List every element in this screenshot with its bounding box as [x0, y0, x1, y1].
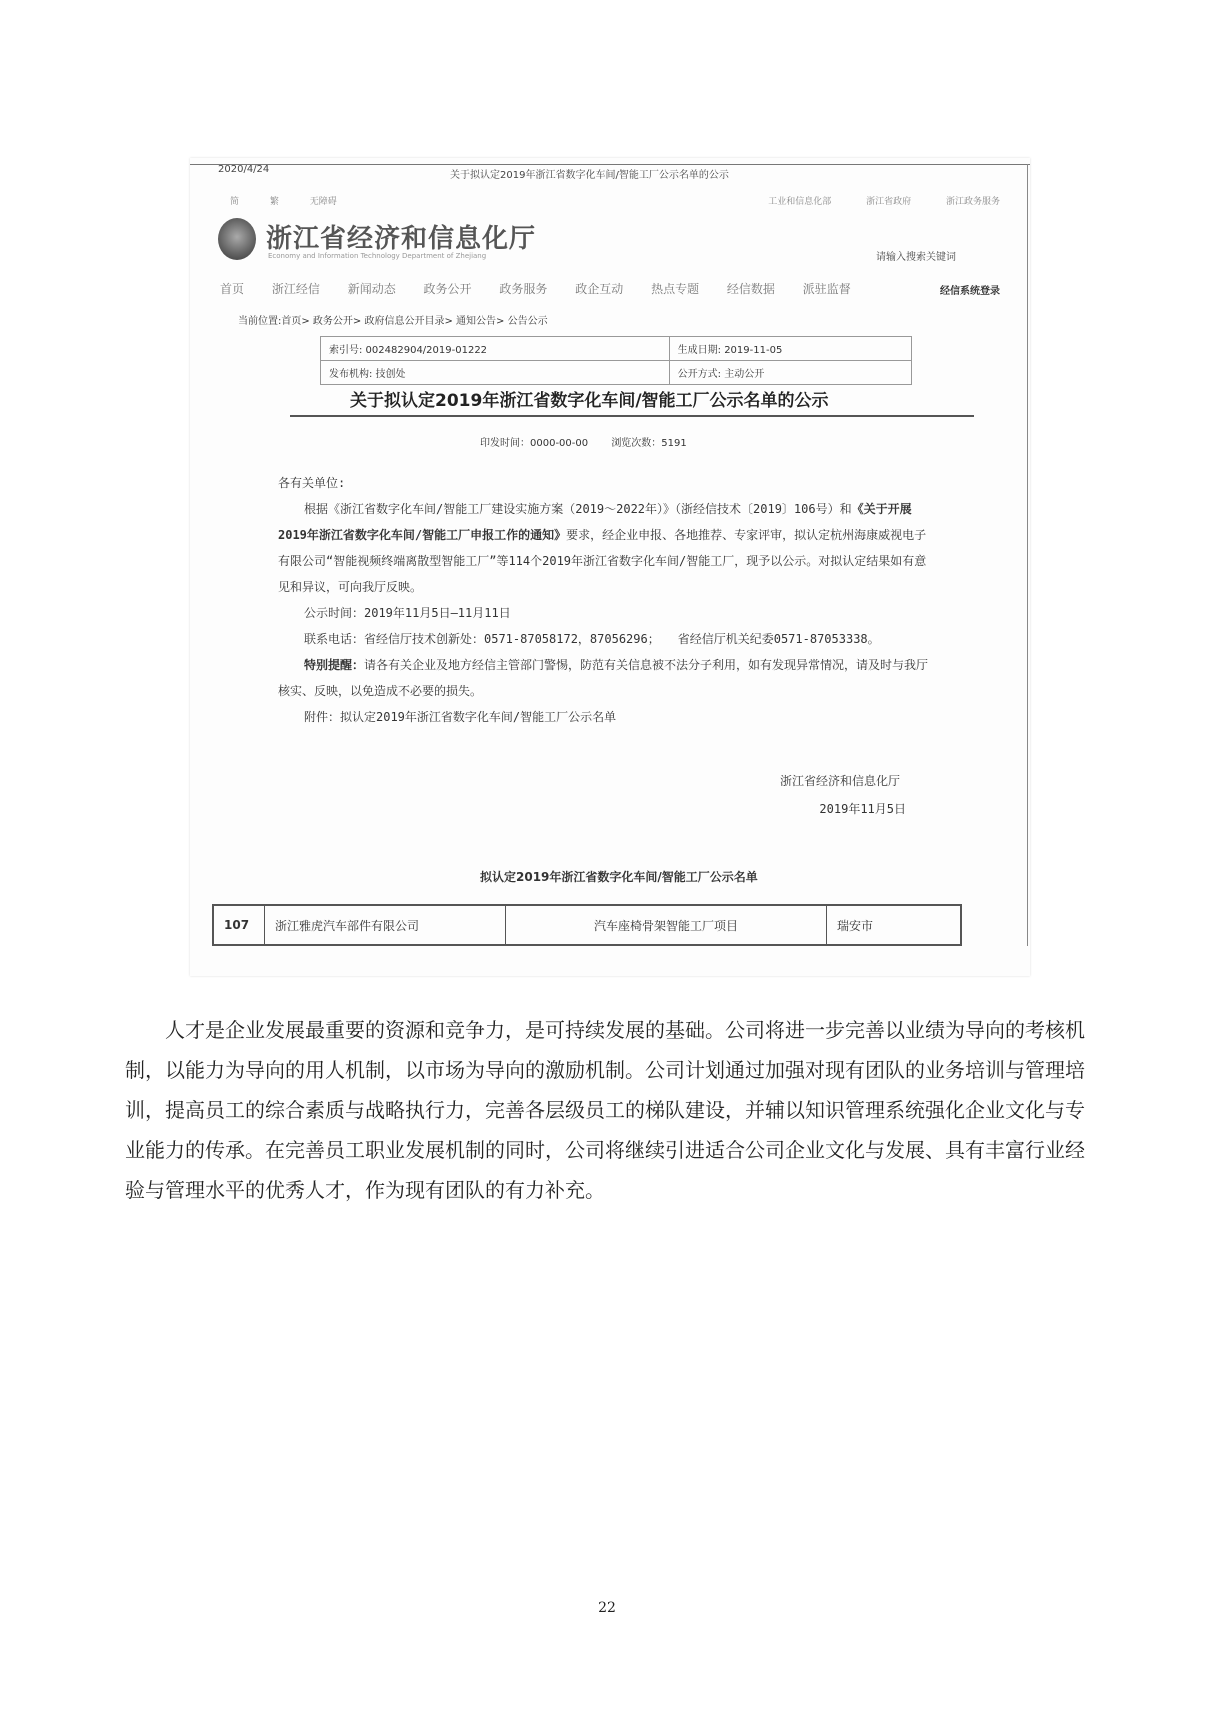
print-header-title: 关于拟认定2019年浙江省数字化车间/智能工厂公示名单的公示 [450, 170, 729, 181]
signature-organization: 浙江省经济和信息化厅 [779, 774, 900, 788]
traditional-link[interactable]: 繁 [269, 197, 279, 207]
nav-item-news[interactable]: 新闻动态 [347, 282, 396, 296]
national-emblem-icon [218, 218, 256, 260]
list-title: 拟认定2019年浙江省数字化车间/智能工厂公示名单 [480, 870, 758, 884]
accessibility-link[interactable]: 无障碍 [309, 197, 337, 207]
simplified-link[interactable]: 简 [230, 197, 240, 207]
scan-top-edge [190, 164, 1030, 165]
print-time: 印发时间：0000-00-00 [480, 438, 589, 449]
scan-right-edge [1027, 164, 1028, 946]
nav-item-open-gov[interactable]: 政务公开 [423, 282, 472, 296]
contact-info: 联系电话：省经信厅技术创新处：0571-87058172，87056296； 省经信厅机关纪委0571-87053338。 [304, 632, 880, 646]
nav-item-topics[interactable]: 热点专题 [651, 282, 700, 296]
nav-item-supervision[interactable]: 派驻监督 [802, 282, 851, 296]
row-number: 107 [214, 906, 265, 944]
attachment-link[interactable]: 附件：拟认定2019年浙江省数字化车间/智能工厂公示名单 [304, 710, 617, 724]
nav-item-home[interactable]: 首页 [220, 282, 245, 296]
index-number: 索引号: 002482904/2019-01222 [321, 337, 670, 361]
utility-links [230, 194, 365, 207]
scanned-webpage-screenshot [190, 158, 1030, 976]
row-company: 浙江雅虎汽车部件有限公司 [265, 906, 506, 944]
document-title: 关于拟认定2019年浙江省数字化车间/智能工厂公示名单的公示 [350, 391, 829, 411]
breadcrumb: 当前位置:首页> 政务公开> 政府信息公开目录> 通知公告> 公告公示 [238, 316, 548, 327]
reminder-label: 特别提醒： [304, 658, 365, 672]
top-links [736, 194, 1000, 207]
main-paragraph: 人才是企业发展最重要的资源和竞争力，是可持续发展的基础。公司将进一步完善以业绩为导向的考核机制，以能力为导向的用人机制，以市场为导向的激励机制。公司计划通过加强对现有团队的业务培训与管理培训，提高员工的综合素质与战略执行力，完善各层级员工的梯队建设，并辅以知识管理系统强化企业文化与专业能力的传承。在完善员工职业发展机制的同时，公司将继续引进适合公司企业文化与发展、具有丰富行业经验与管理水平的优秀人才，作为现有团队的有力补充。 [125, 1018, 1085, 1202]
site-english-name: Economy and Information Technology Department of Zhejiang [268, 252, 487, 260]
body-text-bold: 《关于开展2019年浙江省数字化车间/智能工厂申报工作的通知》 [278, 502, 912, 542]
row-city: 瑞安市 [837, 918, 874, 933]
body-text-2: 要求，经企业申报、各地推荐、专家评审，拟认定杭州海康威视电子有限公司“智能视频终端离散型智能工厂”等114个2019年浙江省数字化车间/智能工厂，现予以公示。对拟认定结果如有意见和异议，可向我厅反映。 [278, 528, 927, 594]
site-name: 浙江省经济和信息化厅 [266, 224, 537, 254]
system-login-link[interactable]: 经信系统登录 [940, 286, 1000, 297]
reminder [278, 652, 938, 704]
reminder-text: 请各有关企业及地方经信主管部门警惕，防范有关信息被不法分子利用，如有发现异常情况，请及时与我厅核实、反映，以免造成不必要的损失。 [278, 658, 929, 698]
document-stats [480, 434, 707, 449]
row-project: 汽车座椅骨架智能工厂项目 [506, 906, 827, 944]
table-row [212, 904, 962, 946]
nav-item-zhejiang[interactable]: 浙江经信 [271, 282, 320, 296]
top-link-service[interactable]: 浙江政务服务 [945, 197, 1000, 207]
search-input[interactable]: 请输入搜索关键词 [876, 252, 956, 263]
print-header-date: 2020/4/24 [218, 164, 270, 175]
document-meta-table [320, 336, 912, 385]
nav-item-interaction[interactable]: 政企互动 [575, 282, 624, 296]
open-mode: 公开方式: 主动公开 [669, 361, 911, 385]
view-count: 浏览次数：5191 [611, 438, 687, 449]
title-divider [290, 415, 974, 417]
top-link-gov[interactable]: 浙江省政府 [866, 197, 912, 207]
generated-date: 生成日期: 2019-11-05 [669, 337, 911, 361]
page-number: 22 [598, 1600, 616, 1616]
signature-date: 2019年11月5日 [819, 802, 906, 816]
nav-item-services[interactable]: 政务服务 [499, 282, 548, 296]
document-body [278, 470, 938, 730]
notice-time: 公示时间：2019年11月5日—11月11日 [304, 606, 511, 620]
top-link-miit[interactable]: 工业和信息化部 [768, 197, 832, 207]
main-nav [220, 280, 875, 297]
body-paragraph [278, 496, 938, 600]
salutation: 各有关单位: [278, 476, 346, 490]
nav-item-data[interactable]: 经信数据 [726, 282, 775, 296]
body-text-1: 根据《浙江省数字化车间/智能工厂建设实施方案（2019～2022年）》（浙经信技术〔2019〕106号）和 [304, 502, 852, 516]
main-text [125, 1010, 1089, 1210]
publisher: 发布机构: 技创处 [321, 361, 670, 385]
